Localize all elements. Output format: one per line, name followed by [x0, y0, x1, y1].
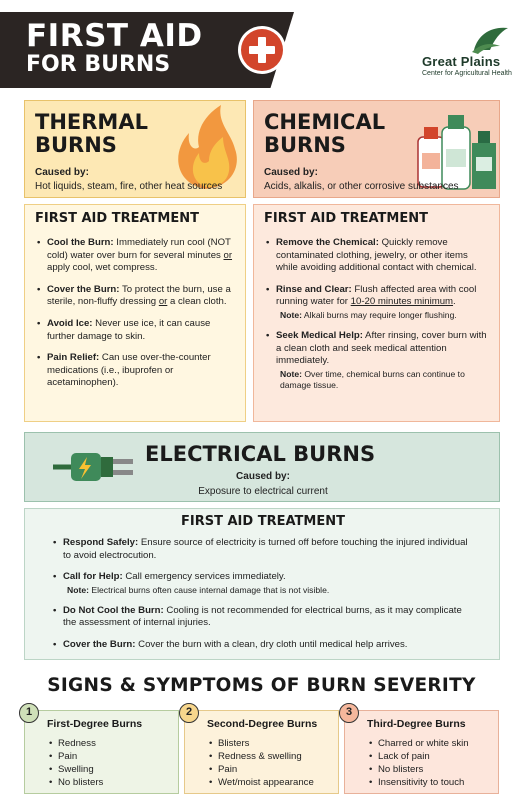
list-item: • Remove the Chemical: Quickly remove contaminated clothing, jewelry, or other items while avoiding additional contact with chemical.	[266, 237, 492, 275]
list-item: • Blisters	[209, 737, 314, 750]
chemical-title-line2: BURNS	[264, 133, 346, 157]
list-item: • Redness & swelling	[209, 750, 314, 763]
chemical-caused-label: Caused by:	[264, 167, 318, 178]
thermal-header-card	[24, 100, 246, 198]
number-badge: 2	[179, 703, 199, 723]
number-badge: 1	[19, 703, 39, 723]
list-item: • Cover the Burn: Cover the burn with a clean, dry cloth until medical help arrives.	[53, 639, 473, 652]
fire-icon	[165, 103, 245, 191]
list-item: • Cool the Burn: Immediately run cool (NOT cold) water over burn for several minutes or apply cool, wet compress.	[37, 237, 237, 275]
electrical-header-card	[24, 432, 500, 502]
list-item: • Do Not Cool the Burn: Cooling is not recommended for electrical burns, as it may complicate the assessment of internal injuries.	[53, 605, 473, 630]
list-item: • Pain	[49, 750, 103, 763]
electrical-title: ELECTRICAL BURNS	[145, 442, 376, 466]
chemical-treatment-title: FIRST AID TREATMENT	[264, 211, 428, 226]
list-item: • Cover the Burn: To protect the burn, use a sterile, non-fluffy dressing or a clean cloth.	[37, 284, 237, 309]
chemical-header-card	[253, 100, 500, 198]
second-degree-card	[184, 706, 339, 794]
degree-title: Third-Degree Burns	[367, 718, 466, 730]
third-degree-card	[344, 706, 499, 794]
electrical-treatment-card	[24, 508, 500, 660]
list-item: • Pain	[209, 763, 314, 776]
list-item: • Avoid Ice: Never use ice, it can cause further damage to skin.	[37, 318, 237, 343]
thermal-caused-value: Hot liquids, steam, fire, other heat sources	[35, 181, 223, 192]
list-item: • Charred or white skin	[369, 737, 469, 750]
thermal-treatment-title: FIRST AID TREATMENT	[35, 211, 199, 226]
list-item: • Insensitivity to touch	[369, 776, 469, 789]
list-item: • Call for Help: Call emergency services immediately. Note: Electrical burns often cause internal damage that is not visible.	[53, 571, 473, 596]
logo-subtext: Center for Agricultural Health	[422, 70, 512, 77]
degree-title: First-Degree Burns	[47, 718, 143, 730]
list-item: • Pain Relief: Can use over-the-counter medications (i.e., ibuprofen or acetaminophen).	[37, 352, 237, 390]
list-item: • Respond Safely: Ensure source of electricity is turned off before touching the injured individual to avoid electrocution.	[53, 537, 473, 562]
degree-title: Second-Degree Burns	[207, 718, 318, 730]
electrical-caused-label: Caused by:	[236, 471, 290, 482]
signs-title: SIGNS & SYMPTOMS OF BURN SEVERITY	[47, 675, 476, 696]
list-item: • Redness	[49, 737, 103, 750]
electrical-treatment-title: FIRST AID TREATMENT	[181, 514, 345, 529]
list-item: • Swelling	[49, 763, 103, 776]
electrical-caused-value: Exposure to electrical current	[198, 486, 328, 497]
list-item: • No blisters	[49, 776, 103, 789]
thermal-treatment-card	[24, 204, 246, 422]
logo-name: Great Plains	[422, 54, 501, 69]
list-item: • Lack of pain	[369, 750, 469, 763]
chemical-title-line1: CHEMICAL	[264, 110, 386, 134]
list-item: • Wet/moist appearance	[209, 776, 314, 789]
thermal-title-line1: THERMAL	[35, 110, 148, 134]
list-item: • No blisters	[369, 763, 469, 776]
chemical-treatment-card	[253, 204, 500, 422]
page-title: FIRST AID	[26, 18, 203, 54]
page-subtitle: FOR BURNS	[26, 52, 171, 77]
thermal-title-line2: BURNS	[35, 133, 117, 157]
list-item: • Seek Medical Help: After rinsing, cover burn with a clean cloth and seek medical attention immediately. Note: Over time, chemical burns can continue to damage tissue.	[266, 330, 492, 391]
first-degree-card	[24, 706, 179, 794]
list-item: • Rinse and Clear: Flush affected area with cool running water for 10-20 minutes minimum. Note: Alkali burns may require longer flushing.	[266, 284, 492, 321]
number-badge: 3	[339, 703, 359, 723]
chemical-caused-value: Acids, alkalis, or other corrosive substances	[264, 181, 459, 192]
thermal-caused-label: Caused by:	[35, 167, 89, 178]
medical-cross-icon	[238, 26, 286, 74]
